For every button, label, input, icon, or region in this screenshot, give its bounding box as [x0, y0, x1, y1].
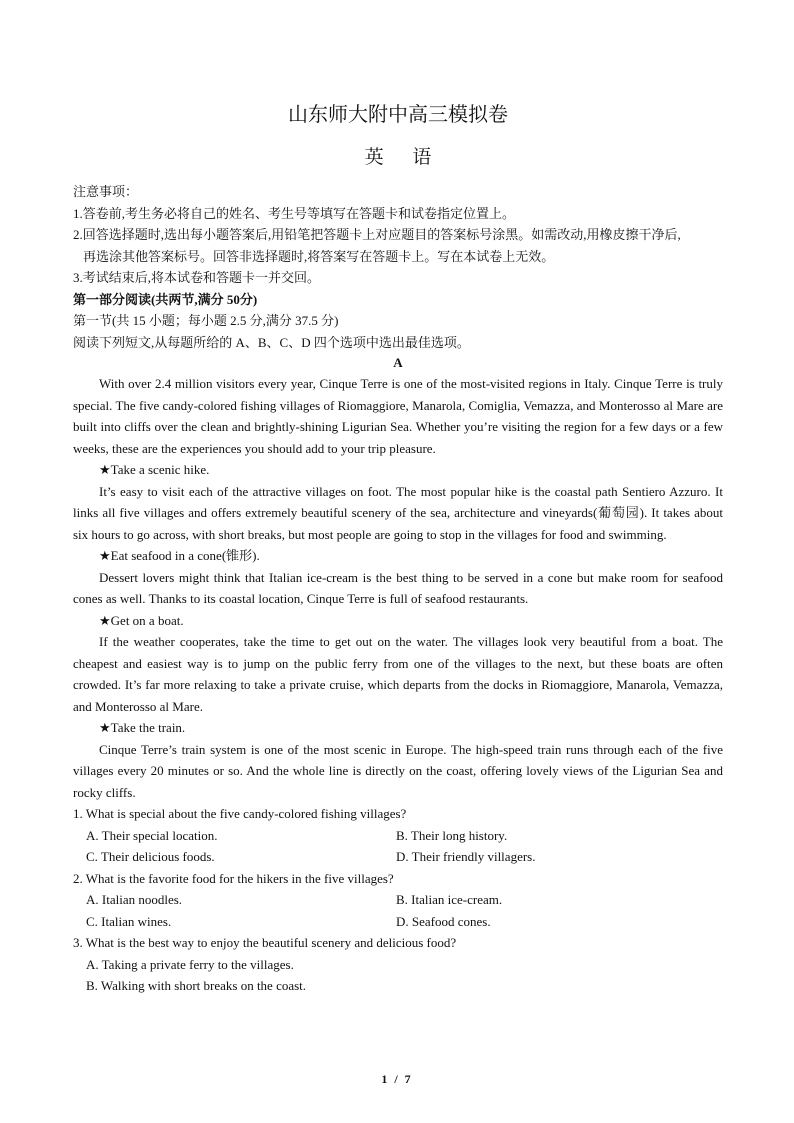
- exam-body: [73, 181, 723, 997]
- notice-item-2b: 再选涂其他答案标号。回答非选择题时,将答案写在答题卡上。写在本试卷上无效。: [83, 248, 555, 264]
- part1-heading: 第一部分阅读(共两节,满分 50分): [73, 291, 258, 307]
- passage-paragraph-seafood: Dessert lovers might think that Italian ice-cream is the best thing to be served in a cone but make room for seafood cones as well. Thanks to its coastal location, Cinque Terre is full of seafood restaurants.: [73, 569, 723, 606]
- option-c: C. Italian wines.: [86, 913, 172, 929]
- question-1-options-row1: [73, 825, 723, 847]
- option-c: C. Their delicious foods.: [86, 849, 215, 864]
- section1-heading: 第一节(共 15 小题；每小题 2.5 分,满分 37.5 分): [73, 313, 339, 328]
- question-3-stem: 3. What is the best way to enjoy the beautiful scenery and delicious food?: [73, 935, 457, 950]
- option-d: D. Seafood cones.: [396, 913, 491, 929]
- section1-instruction: 阅读下列短文,从每题所给的 A、B、C、D 四个选项中选出最佳选项。: [73, 334, 470, 350]
- question-2-options-row1: [73, 889, 723, 911]
- option-a: A. Their special location.: [86, 827, 218, 843]
- notice-item-3: 3.考试结束后,将本试卷和答题卡一并交回。: [73, 270, 321, 285]
- question-2-stem: 2. What is the favorite food for the hikers in the five villages?: [73, 870, 394, 886]
- notice-heading: 注意事项：: [73, 184, 139, 199]
- question-3-option-b: B. Walking with short breaks on the coast.: [86, 978, 307, 993]
- question-2-options-row2: [73, 911, 723, 933]
- notice-item-2a: 2.回答选择题时,选出每小题答案后,用铅笔把答题卡上对应题目的答案标号涂黑。如需改动,用橡皮擦干净后,: [73, 227, 681, 242]
- option-a: A. Italian noodles.: [86, 892, 183, 907]
- question-1-stem: 1. What is special about the five candy-colored fishing villages?: [73, 806, 407, 821]
- subject-title: 英 语: [364, 147, 444, 168]
- passage-letter: A: [393, 355, 403, 370]
- passage-paragraph-hike: It’s easy to visit each of the attractive villages on foot. The most popular hike is the coastal path Sentiero Azzuro. It links all five villages and offers extremely beautiful scenery of the sea, architecture and vineyards(葡萄园). It takes about six hours to go across, with short breaks, but most people are going to stop in the villages for food and swimming.: [73, 483, 723, 542]
- notice-item-1: 1.答卷前,考生务必将自己的姓名、考生号等填写在答题卡和试卷指定位置上。: [73, 205, 516, 221]
- passage-intro: With over 2.4 million visitors every year, Cinque Terre is one of the most-visited regions in Italy. Cinque Terre is truly special. The five candy-colored fishing villages of Riomaggiore, Manarola, Comiglia, Vemazza, and Monterosso al Mare are built into cliffs over the clean and brightly-shining Ligurian Sea. Whether you’re visiting the region for a few days or a few weeks, these are the experiences you should add to your trip pleasure.: [73, 376, 723, 456]
- question-3-option-a: A. Taking a private ferry to the villages.: [86, 956, 294, 972]
- option-b: B. Italian ice-cream.: [396, 892, 503, 907]
- passage-heading-boat: ★Get on a boat.: [99, 612, 184, 628]
- passage-heading-train: ★Take the train.: [99, 720, 186, 735]
- passage-paragraph-train: Cinque Terre’s train system is one of the most scenic in Europe. The high-speed train runs through each of the five villages every 20 minutes or so. And the whole line is directly on the coast, offering lovely views of the Ligurian Sea and rocky cliffs.: [73, 741, 723, 800]
- passage-paragraph-boat: If the weather cooperates, take the time to get out on the water. The villages look very beautiful from a boat. The cheapest and easiest way is to jump on the public ferry from one of the villages to the next, but these boats are often crowded. It’s far more relaxing to take a private cruise, which departs from the docks in Riomaggiore, Manarola, Vemazza, and Monterosso al Mare.: [73, 634, 723, 714]
- passage-heading-hike: ★Take a scenic hike.: [99, 462, 210, 477]
- option-b: B. Their long history.: [396, 827, 508, 843]
- question-1-options-row2: [73, 846, 723, 868]
- exam-title: 山东师大附中高三模拟卷: [288, 104, 508, 126]
- option-d: D. Their friendly villagers.: [396, 849, 536, 864]
- passage-heading-seafood: ★Eat seafood in a cone(锥形).: [99, 548, 260, 563]
- page-number: 1 / 7: [381, 1072, 413, 1086]
